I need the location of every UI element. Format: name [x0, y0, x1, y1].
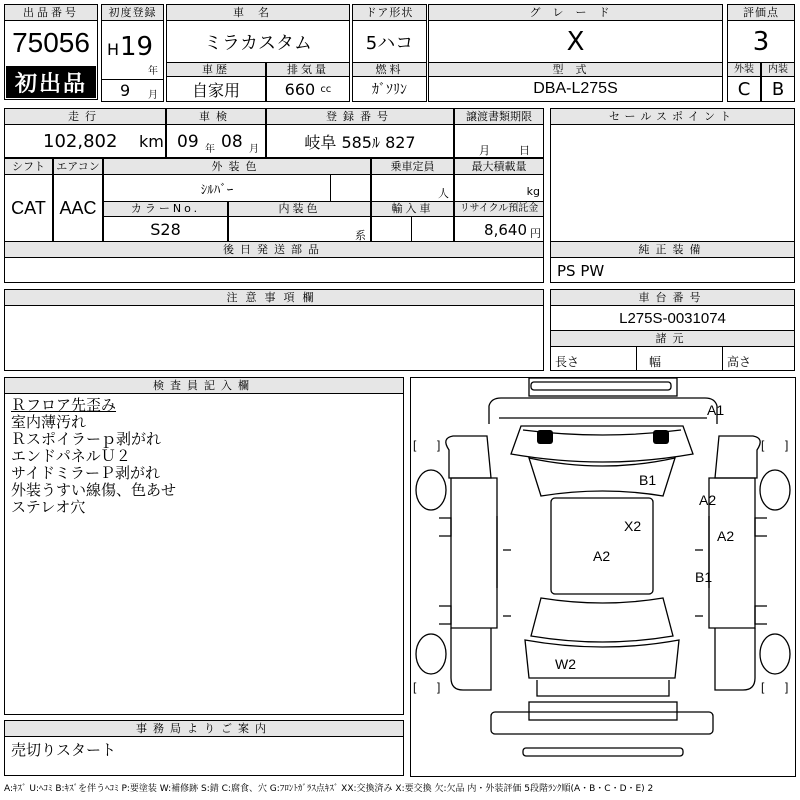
sales-point-header: セールスポイント: [550, 108, 795, 125]
aircon-value: AAC: [53, 174, 103, 242]
sales-point-box: [550, 124, 795, 242]
bracket: [: [761, 680, 765, 694]
chassis-value: L275S-0031074: [550, 305, 795, 331]
caution-header: 注意事項欄: [4, 289, 544, 306]
plate-header: 登録番号: [266, 108, 454, 125]
exterior-score: C: [727, 76, 761, 102]
inspector-header: 検査員記入欄: [4, 377, 404, 394]
car-diagram: [410, 377, 796, 777]
interior-score: B: [761, 76, 795, 102]
inspector-note: 外装うすい線傷、色あせ: [11, 481, 177, 499]
mileage-value: 102,802: [43, 131, 118, 152]
damage-label: A2: [699, 492, 717, 508]
recycle-unit: 円: [530, 227, 541, 240]
load-box: [454, 174, 544, 202]
aircon-header: エアコン: [53, 158, 103, 175]
genuine-header: 純正装備: [550, 241, 795, 258]
car-outline: [411, 378, 795, 776]
damage-label: B1: [695, 569, 713, 585]
int-color-box: [228, 216, 371, 242]
damage-label: B1: [639, 472, 657, 488]
mileage-unit: km: [139, 132, 164, 151]
capacity-unit: 人: [438, 187, 449, 200]
reg-month-value: 9: [120, 81, 131, 100]
inspection-month: 08: [221, 132, 243, 152]
displacement-unit: cc: [320, 83, 332, 95]
mileage-box: [4, 124, 166, 158]
transfer-day-unit: 日: [519, 144, 530, 157]
specs-header: 諸元: [550, 330, 795, 347]
recycle-value: 8,640: [484, 221, 527, 239]
car-name-value: ミラカスタム: [166, 20, 350, 63]
inspection-month-unit: 月: [249, 144, 259, 155]
reg-year-value: 19: [120, 32, 154, 62]
office-header: 事務局よりご案内: [4, 720, 404, 737]
bracket: ]: [437, 438, 441, 452]
history-header: 車歴: [166, 62, 266, 77]
later-parts-box: [4, 257, 544, 283]
inspection-year: 09: [177, 132, 199, 152]
reg-year-header: 初度登録: [101, 4, 164, 21]
damage-label: X2: [624, 518, 642, 534]
inspector-note: エンドパネルＵ２: [11, 447, 131, 465]
door-value: 5ハコ: [352, 20, 427, 63]
office-value: 売切りスタート: [4, 736, 404, 776]
genuine-value: PS PW: [550, 257, 795, 283]
specs-width: 幅: [636, 346, 723, 371]
import-box-b: [411, 216, 454, 242]
fuel-header: 燃料: [352, 62, 427, 77]
damage-label: A1: [707, 402, 725, 418]
score-header: 評価点: [727, 4, 795, 21]
plate-value: 岐阜 585ﾙ 827: [266, 124, 454, 158]
displacement-box: [266, 76, 350, 102]
inspector-note: Ｒスポイラーｐ剥がれ: [11, 430, 162, 448]
color-no-value: S28: [103, 216, 228, 242]
displacement-value: 660: [284, 79, 316, 99]
grade-header: グレード: [428, 4, 723, 21]
legend: A:ｷｽﾞ U:ﾍｺﾐ B:ｷｽﾞを伴うﾍｺﾐ P:要塗装 W:補修跡 S:錆 C:腐食、穴 G:ﾌﾛﾝﾄｶﾞﾗｽ点ｷｽﾞ XX:交換済み X:要交換 欠:欠品 内・外装評価 5段階ﾗﾝｸ順(A・B・C・D・E) 2: [4, 784, 654, 794]
recycle-box: [454, 216, 544, 242]
damage-label: A2: [593, 548, 611, 564]
later-parts-header: 後日発送部品: [4, 241, 544, 258]
damage-label: W2: [555, 656, 576, 672]
load-header: 最大積載量: [454, 158, 544, 175]
shift-header: シフト: [4, 158, 53, 175]
bracket: [: [413, 438, 417, 452]
capacity-header: 乗車定員: [371, 158, 454, 175]
import-box-a: [371, 216, 412, 242]
shift-value: CAT: [4, 174, 53, 242]
lot-number: 75056: [12, 27, 90, 58]
inspector-note: Ｒフロア先歪み: [11, 396, 117, 414]
ext-color-value: ｼﾙﾊﾞｰ: [103, 174, 331, 202]
lot-header: 出品番号: [4, 4, 98, 21]
recycle-header: リサイクル預託金: [454, 201, 544, 217]
transfer-month-unit: 月: [479, 144, 490, 157]
chassis-header: 車台番号: [550, 289, 795, 306]
inspector-note: 室内薄汚れ: [11, 413, 87, 431]
bracket: [: [761, 438, 765, 452]
mileage-header: 走行: [4, 108, 166, 125]
score-value: 3: [727, 20, 795, 63]
reg-month-unit: 月: [148, 90, 158, 101]
inspector-note: ステレオ穴: [11, 498, 86, 516]
inspection-year-unit: 年: [205, 144, 215, 155]
bracket: ]: [785, 438, 789, 452]
displacement-header: 排気量: [266, 62, 350, 77]
transfer-box: [454, 124, 544, 158]
interior-label: 内装: [761, 62, 795, 77]
bracket: [: [413, 680, 417, 694]
specs-length: 長さ: [550, 346, 637, 371]
car-name-header: 車名: [166, 4, 350, 21]
first-listing-badge: 初出品: [6, 66, 96, 98]
import-header: 輸入車: [371, 201, 454, 217]
bracket: ]: [437, 680, 441, 694]
reg-year-unit: 年: [148, 66, 158, 77]
capacity-box: [371, 174, 454, 202]
color-no-header: カラーNo.: [103, 201, 228, 217]
specs-height: 高さ: [722, 346, 795, 371]
caution-box: [4, 305, 544, 371]
bracket: ]: [785, 680, 789, 694]
reg-year-era: H: [107, 40, 120, 59]
inspection-header: 車検: [166, 108, 266, 125]
exterior-label: 外装: [727, 62, 761, 77]
fuel-value: ｶﾞｿﾘﾝ: [352, 76, 427, 102]
grade-value: X: [428, 20, 723, 63]
ext-color-extra: [330, 174, 371, 202]
int-color-unit: 系: [355, 229, 366, 242]
model-header: 型式: [428, 62, 723, 77]
load-unit: kg: [526, 185, 540, 198]
transfer-header: 譲渡書類期限: [454, 108, 544, 125]
inspector-note: サイドミラーＰ剥がれ: [11, 464, 160, 482]
door-header: ドア形状: [352, 4, 427, 21]
ext-color-header: 外装色: [103, 158, 371, 175]
damage-label: A2: [717, 528, 735, 544]
inspection-box: [166, 124, 266, 158]
history-value: 自家用: [166, 76, 266, 102]
inspector-box: [4, 393, 404, 715]
int-color-header: 内装色: [228, 201, 371, 217]
model-value: DBA-L275S: [428, 76, 723, 102]
